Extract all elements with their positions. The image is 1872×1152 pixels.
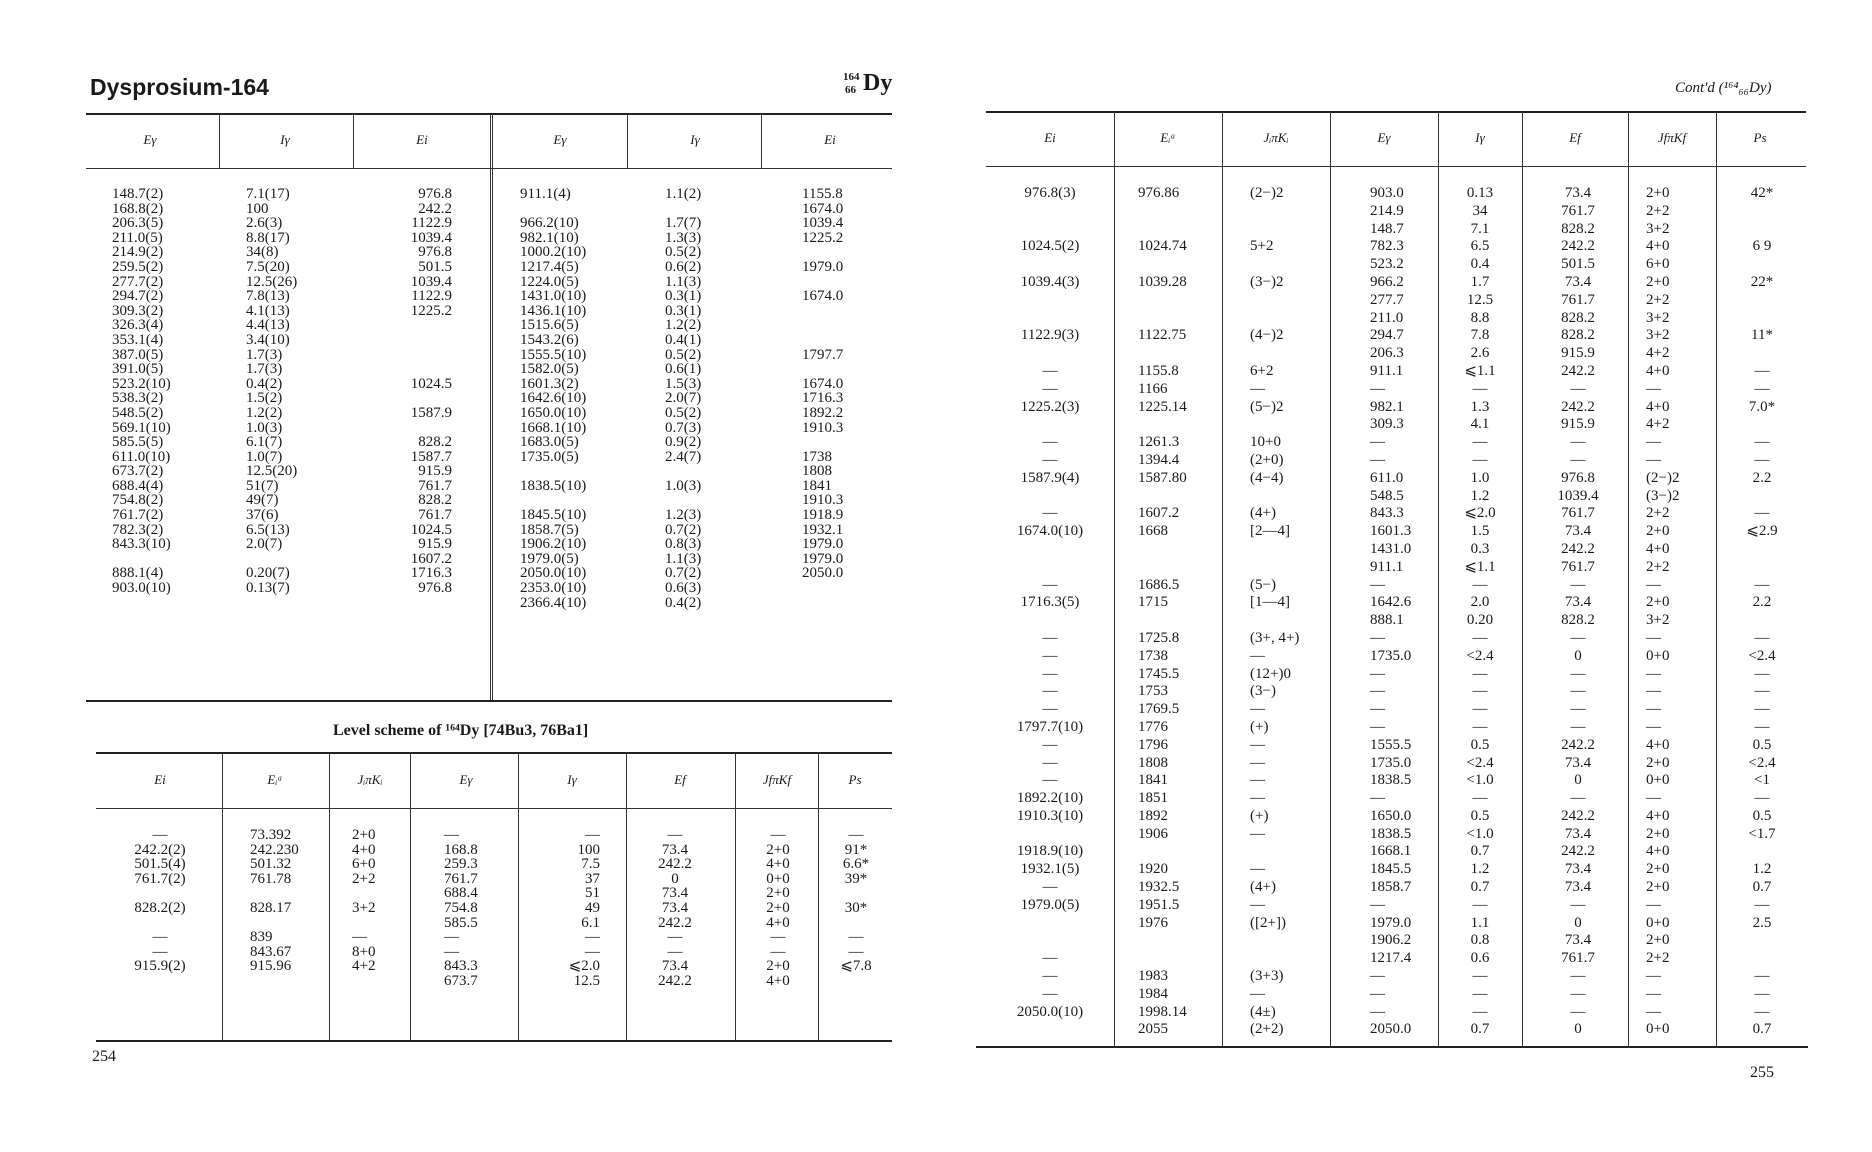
r-header-jkf: JfπKf [1657,130,1687,145]
t2-header-eg: Eγ [459,772,473,787]
t1-header-ig2: Iγ [690,132,700,147]
table1-vline [761,114,762,168]
r-header-eia: Eᵢᵃ [1160,130,1176,145]
t1-header-ig: Iγ [280,132,290,147]
r-header-eg: Eγ [1377,130,1391,145]
t1-header-ei: Ei [416,132,428,147]
table2-vline [222,753,223,1040]
t1-col-eg: 148.7(2) 168.8(2) 206.3(5) 211.0(5) 214.9(2) 259.5(2) 277.7(2) 294.7(2) 309.3(2) 326.3(4) 353.1(4) 387.0(5) 391.0(5) 523.2(10) 538.3(2) 548.5(2) 569.1(10) 585.5(5) 611.0(10) 673.7(2) 688.4(4) 754.8(2) 761.7(2) 782.3(2) 843.3(10) 888.1(4) 903.0(10) [112,186,171,597]
t2-col-ig: — 100 7.5 37 51 49 6.1 — — ⩽2.0 12.5 [568,827,600,989]
t2-header-ef: Ef [674,772,686,787]
t1-col-ei: 976.8 242.2 1122.9 1039.4 976.8 501.5 1039.4 1122.9 1225.2 1024.5 1587.9 828.2 1587.7 915.9 761.7 828.2 761.7 1024.5 915.9 1607.2 1716.3 976.8 [410,186,452,597]
right-table-vline [1114,112,1115,1046]
t1-col-eg2: 911.1(4) 966.2(10) 982.1(10) 1000.2(10) 1217.4(5) 1224.0(5) 1431.0(10) 1436.1(10) 1515.6(5) 1543.2(6) 1555.5(10) 1582.0(5) 1601.3(2) 1642.6(10) 1650.0(10) 1668.1(10) 1683.0(5) 1735.0(5) 1838.5(10) 1845.5(10) 1858.7(5) 1906.2(10) 1979.0(5) 2050.0(10) 2353.0(10) 2366.4(10) [520,186,587,611]
table2-vline [329,753,330,1040]
table2-vline [818,753,819,1040]
mass-number: 164 [843,71,860,83]
t2-col-jk: 2+0 4+0 6+0 2+2 3+2 — 8+0 4+2 [352,827,376,975]
r-col-eia: 976.86 1024.74 1039.28 1122.75 1155.8 1166 1225.14 1261.3 1394.4 1587.80 1607.2 1668 1686.5 1715 1725.8 1738 1745.5 1753 1769.5 1776 1796 1808 1841 1851 1892 1906 1920 1932.5 1951.5 1976 1983 1984 1998.14 2055 [1138,185,1187,1038]
r-col-eg: 903.0 214.9 148.7 782.3 523.2 966.2 277.7 211.0 294.7 206.3 911.1 — 982.1 309.3 — — 611.0 548.5 843.3 1601.3 1431.0 911.1 — 1642.6 888.1 — 1735.0 — — — — 1555.5 1735.0 1838.5 — 1650.0 1838.5 1668.1 1845.5 1858.7 — 1979.0 1906.2 1217.4 — — — 2050.0 [1370,185,1412,1038]
t2-col-ef: — 73.4 242.2 0 73.4 73.4 242.2 — — 73.4 242.2 [658,827,692,989]
t2-header-jkf: JfπKf [762,772,792,787]
r-col-ef: 73.4 761.7 828.2 242.2 501.5 73.4 761.7 828.2 828.2 915.9 242.2 — 242.2 915.9 — — 976.8 1039.4 761.7 73.4 242.2 761.7 — 73.4 828.2 — 0 — — — — 242.2 73.4 0 — 242.2 73.4 242.2 73.4 73.4 — 0 73.4 761.7 — — — 0 [1557,185,1599,1038]
r-col-jk: (2−)2 5+2 (3−)2 (4−)2 6+2 — (5−)2 10+0 (2+0) (4−4) (4+) [2—4] (5−) [1—4] (3+, 4+) — (12+)0 (3−) — (+) — — — — (+) — — (4+) — ([2+]) (3+3) — (4±) (2+2) [1250,185,1300,1038]
t2-header-jk: JᵢπKᵢ [357,772,383,787]
page-number: 255 [1750,1064,1774,1081]
table1-bottom-rule [86,700,892,702]
t2-header-ig: Iγ [567,772,577,787]
page-number: 254 [92,1048,116,1065]
r-header-ps: Ps [1753,130,1767,145]
table2-vline [626,753,627,1040]
r-col-ps: 42* 6 9 22* 11* — — 7.0* — — 2.2 — ⩽2.9 — 2.2 — <2.4 — — — — 0.5 <2.4 <1 — 0.5 <1.7 1.2 0.7 — 2.5 — — — 0.7 [1746,185,1778,1038]
left-page [0,0,930,1152]
table2-vline [735,753,736,1040]
table2-bottom-rule [96,1040,892,1042]
t1-header-eg2: Eγ [553,132,567,147]
t2-col-ps: — 91* 6.6* 39* 30* — — ⩽7.8 [840,827,872,975]
table1-vline [219,114,220,168]
t2-header-eia: Eᵢᵃ [267,772,283,787]
element-symbol: Dy [863,70,893,96]
r-col-ig: 0.13 34 7.1 6.5 0.4 1.7 12.5 8.8 7.8 2.6 ⩽1.1 — 1.3 4.1 — — 1.0 1.2 ⩽2.0 1.5 0.3 ⩽1.1 — 2.0 0.20 — <2.4 — — — — 0.5 <2.4 <1.0 — 0.5 <1.0 0.7 1.2 0.7 — 1.1 0.8 0.6 — — — 0.7 [1464,185,1496,1038]
r-header-jk: JᵢπKᵢ [1263,130,1289,145]
table1-header-rule [86,168,892,169]
right-table-header-rule [986,166,1806,167]
r-header-ef: Ef [1569,130,1581,145]
right-table-vline [1628,112,1629,1046]
right-table-vline [1330,112,1331,1046]
table2-top-rule [96,752,892,754]
right-table-bottom-rule [976,1046,1808,1048]
r-header-ei: Ei [1044,130,1056,145]
t1-header-ei2: Ei [824,132,836,147]
right-page [960,0,1872,1152]
t2-col-ei: — 242.2(2) 501.5(4) 761.7(2) 828.2(2) — — 915.9(2) [134,827,186,975]
t2-header-ei: Ei [154,772,166,787]
table1-double-vline [490,114,493,700]
right-table-top-rule [986,111,1806,113]
t1-header-eg: Eγ [143,132,157,147]
table1-top-rule [86,113,892,115]
table2-header-rule [96,808,892,809]
r-col-jkf: 2+0 2+2 3+2 4+0 6+0 2+0 2+2 3+2 3+2 4+2 4+0 — 4+0 4+2 — — (2−)2 (3−)2 2+2 2+0 4+0 2+2 — 2+0 3+2 — 0+0 — — — — 4+0 2+0 0+0 — 4+0 2+0 4+0 2+0 2+0 — 0+0 2+0 2+2 — — — 0+0 [1646,185,1680,1038]
atomic-number: 66 [845,84,856,96]
t2-col-jkf: — 2+0 4+0 0+0 2+0 2+0 4+0 — — 2+0 4+0 [766,827,790,989]
t2-header-ps: Ps [848,772,862,787]
table2-vline [518,753,519,1040]
table1-vline [353,114,354,168]
table2-vline [410,753,411,1040]
r-header-ig: Iγ [1475,130,1485,145]
t2-col-eia: 73.392 242.230 501.32 761.78 828.17 839 843.67 915.96 [250,827,299,975]
table1-vline [627,114,628,168]
r-col-ei: 976.8(3) 1024.5(2) 1039.4(3) 1122.9(3) — — 1225.2(3) — — 1587.9(4) — 1674.0(10) — 1716.3(5) — — — — — 1797.7(10) — — — 1892.2(10) 1910.3(10) 1918.9(10) 1932.1(5) — 1979.0(5) — — — 2050.0(10) [1016,185,1084,1020]
right-table-vline [1222,112,1223,1046]
level-scheme-caption: Level scheme of ¹⁶⁴Dy [74Bu3, 76Ba1] [333,722,589,739]
right-table-vline [1522,112,1523,1046]
t1-col-ig: 7.1(17) 100 2.6(3) 8.8(17) 34(8) 7.5(20) 12.5(26) 7.8(13) 4.1(13) 4.4(13) 3.4(10) 1.7(3) 1.7(3) 0.4(2) 1.5(2) 1.2(2) 1.0(3) 6.1(7) 1.0(7) 12.5(20) 51(7) 49(7) 37(6) 6.5(13) 2.0(7) 0.20(7) 0.13(7) [246,186,298,597]
right-table-vline [1716,112,1717,1046]
t1-col-ei2: 1155.8 1674.0 1039.4 1225.2 1979.0 1674.0 1797.7 1674.0 1716.3 1892.2 1910.3 1738 1808 1841 1910.3 1918.9 1932.1 1979.0 1979.0 2050.0 [802,186,844,582]
t1-col-ig2: 1.1(2) 1.7(7) 1.3(3) 0.5(2) 0.6(2) 1.1(3) 0.3(1) 0.3(1) 1.2(2) 0.4(1) 0.5(2) 0.6(1) 1.5(3) 2.0(7) 0.5(2) 0.7(3) 0.9(2) 2.4(7) 1.0(3) 1.2(3) 0.7(2) 0.8(3) 1.1(3) 0.7(2) 0.6(3) 0.4(2) [665,186,702,611]
continued-label: Cont'd (¹⁶⁴₆₆Dy) [1675,80,1772,96]
page-title: Dysprosium-164 [90,74,269,100]
t2-col-eg: — 168.8 259.3 761.7 688.4 754.8 585.5 — — 843.3 673.7 [444,827,478,989]
right-table-vline [1438,112,1439,1046]
